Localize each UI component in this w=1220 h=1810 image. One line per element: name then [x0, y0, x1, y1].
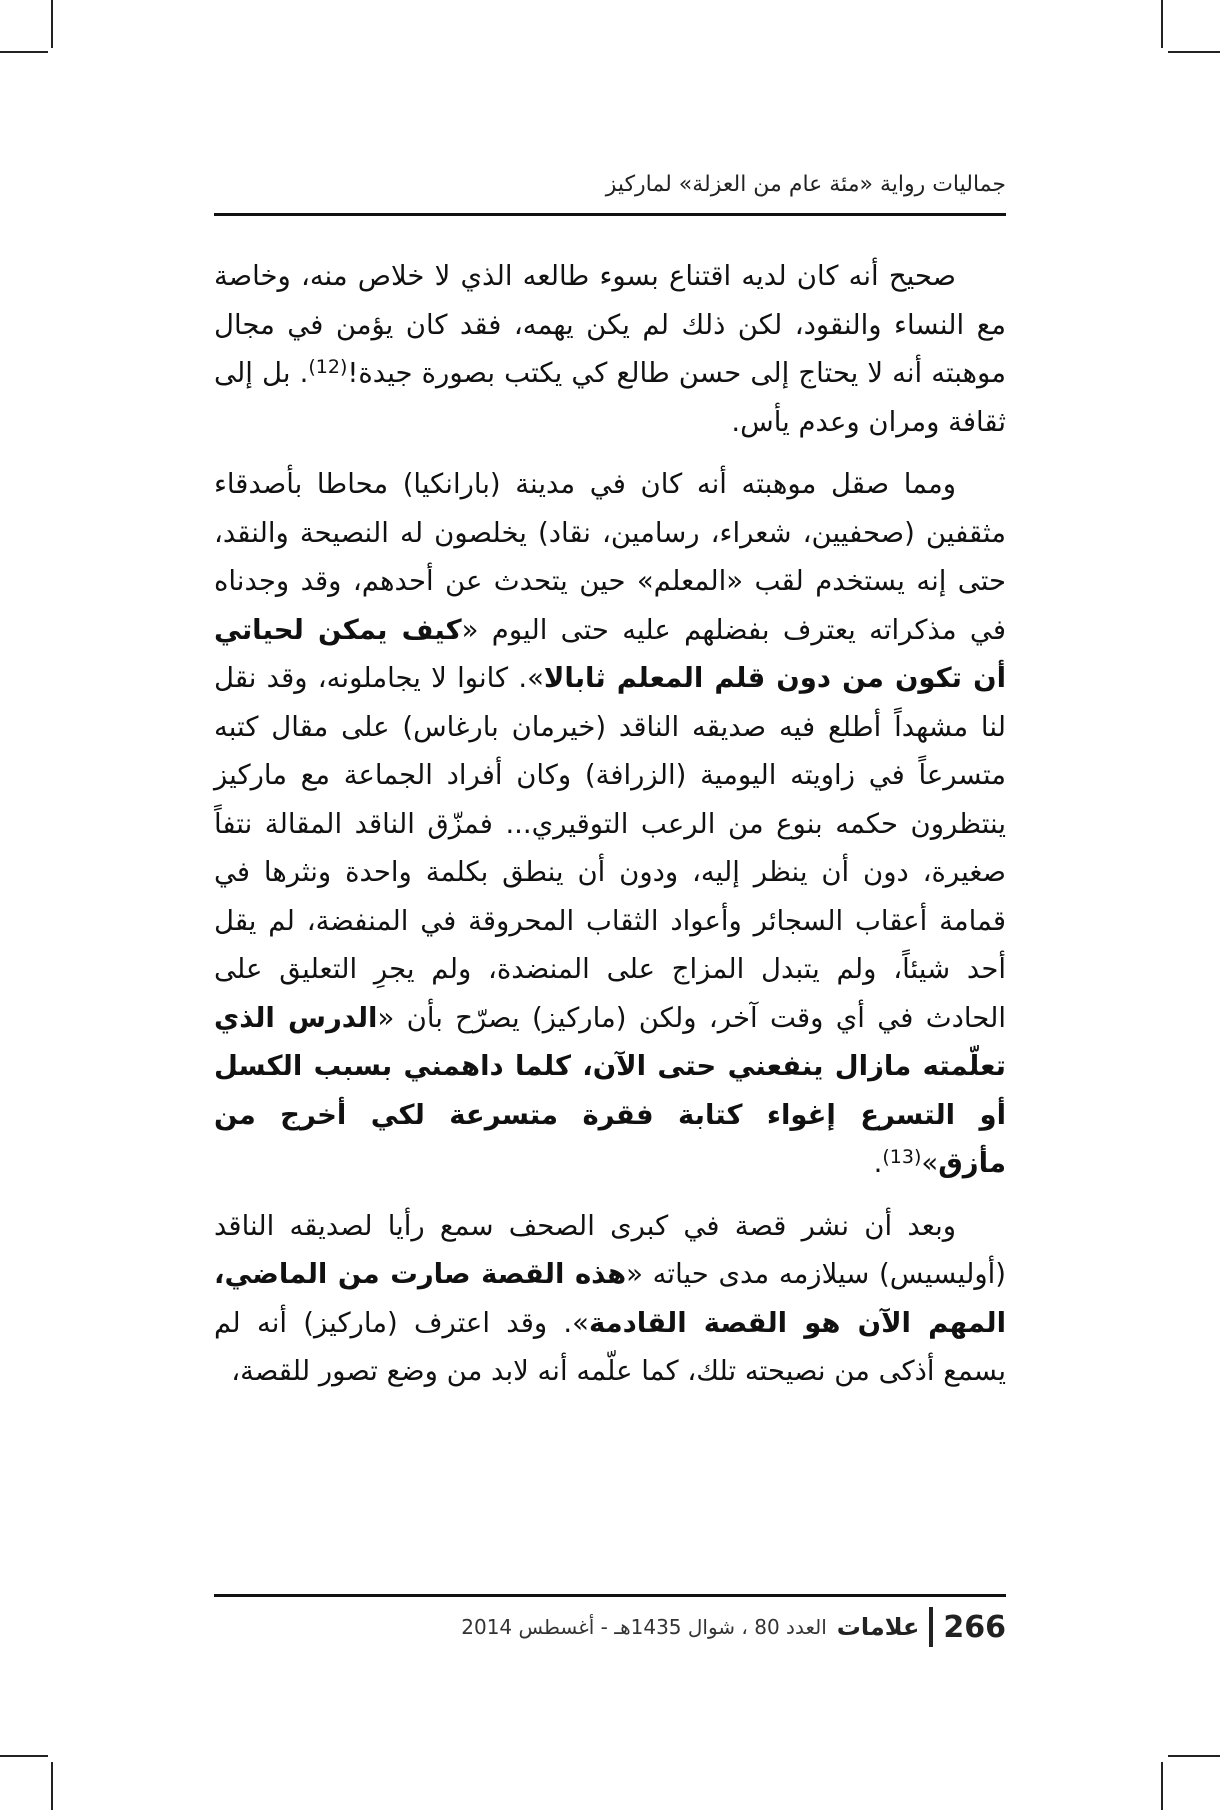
paragraph-3-text: وبعد أن نشر قصة في كبرى الصحف سمع رأيا لصديقه الناقد (أوليسيس) سيلازمه مدى حياته «	[214, 1209, 1006, 1290]
paragraph-2-close-quote: »	[921, 1147, 939, 1179]
running-header	[214, 172, 1006, 197]
paragraph-3-text-2: ». وقد اعترف (ماركيز) أنه لم يسمع أذكى من نصيحته تلك، كما علّمه أنه لابد من وضع تصور للقصة،	[214, 1306, 1006, 1387]
footer-rule	[214, 1594, 1006, 1597]
page-number: 266	[943, 1609, 1006, 1645]
paragraph-1-text: صحيح أنه كان لديه اقتناع بسوء طالعه الذي لا خلاص منه، وخاصة مع النساء والنقود، لكن ذلك لم يكن يهمه، فقد كان يؤمن في مجال موهبته أنه لا يحتاج إلى حسن طالع كي يكتب بصورة جيدة!	[214, 260, 1006, 389]
footnote-ref-13: (13)	[882, 1146, 922, 1168]
issue-info: العدد 80 ، شوال 1435هـ - أغسطس 2014	[461, 1615, 827, 1639]
article-body	[214, 252, 1006, 1410]
paragraph-1-tail: . بل إلى ثقافة ومران وعدم يأس.	[214, 357, 1006, 438]
paragraph-2	[214, 460, 1006, 1188]
paragraph-3	[214, 1202, 1006, 1396]
page-footer	[214, 1604, 1006, 1650]
journal-name: علامات	[836, 1613, 920, 1641]
footnote-ref-12: (12)	[308, 356, 348, 378]
crop-mark-top-right	[1161, 0, 1163, 48]
paragraph-1	[214, 252, 1006, 446]
crop-mark-bottom-right	[1161, 1762, 1163, 1810]
crop-mark-bottom-left	[51, 1762, 53, 1810]
paragraph-2-text: ومما صقل موهبته أنه كان في مدينة (بارانكيا) محاطا بأصدقاء مثقفين (صحفيين، شعراء، رسامين، نقاد) يخلصون له النصيحة والنقد، حتى إنه يستخدم لقب «المعلم» حين يتحدث عن أحدهم، وقد وجدناه في مذكراته يعترف بفضلهم عليه حتى اليوم «	[214, 468, 1006, 646]
paragraph-2-quote: كيف يمكن لحياتي أن تكون من دون قلم المعلم ثابالا	[214, 613, 1006, 694]
paragraph-2-end: .	[873, 1147, 883, 1179]
crop-mark-top-right-h	[1168, 51, 1220, 53]
running-title: جماليات رواية «مئة عام من العزلة» لماركيز	[605, 172, 1006, 197]
crop-mark-top-left	[51, 0, 53, 48]
crop-mark-bottom-left-h	[0, 1755, 48, 1757]
crop-mark-top-left-h	[0, 51, 48, 53]
paragraph-2-quote-2: الدرس الذي تعلّمته مازال ينفعني حتى الآن، كلما داهمني بسبب الكسل أو التسرع إغواء كتابة فقرة متسرعة لكي أخرج من مأزق	[214, 1001, 1006, 1179]
paragraph-2-text-2: ». كانوا لا يجاملونه، وقد نقل لنا مشهداً أطلع فيه صديقه الناقد (خيرمان بارغاس) على مقال كتبه متسرعاً في زاويته اليومية (الزرافة) وكان أفراد الجماعة مع ماركيز ينتظرون حكمه بنوع من الرعب التوقيري... فمزّق الناقد المقالة نتفاً صغيرة، دون أن ينظر إليه، ودون أن ينطق بكلمة واحدة ونثرها في قمامة أعقاب السجائر وأعواد الثقاب المحروقة في المنفضة، لم يقل أحد شيئاً، ولم يتبدل المزاج على المنضدة، ولم يجرِ التعليق على الحادث في أي وقت آخر، ولكن (ماركيز) يصرّح بأن «	[214, 662, 1006, 1034]
paragraph-3-quote: هذه القصة صارت من الماضي، المهم الآن هو القصة القادمة	[214, 1258, 1006, 1339]
footer-divider	[929, 1607, 933, 1647]
crop-mark-bottom-right-h	[1168, 1755, 1220, 1757]
header-rule	[214, 213, 1006, 216]
